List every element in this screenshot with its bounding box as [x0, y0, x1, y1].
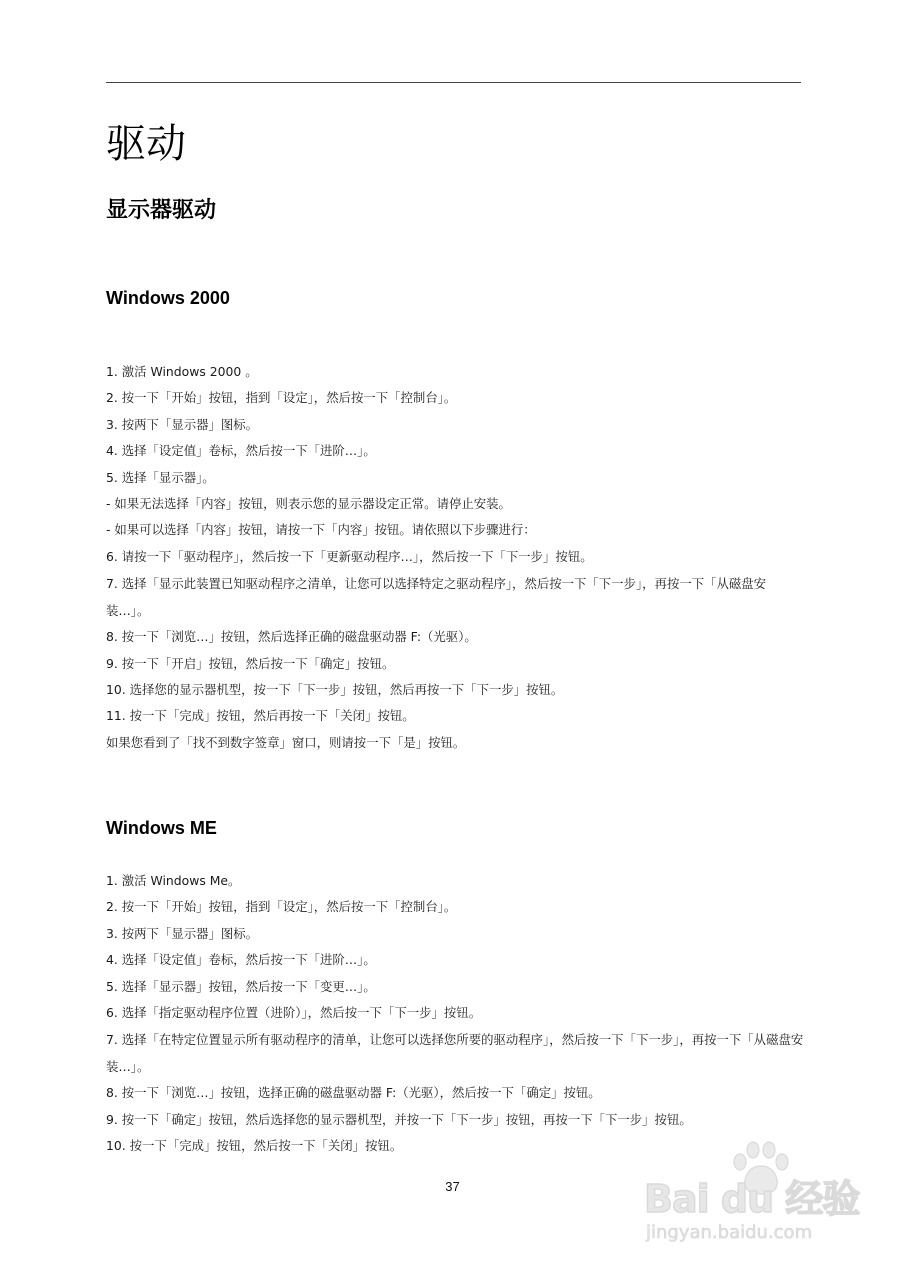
header-rule — [106, 82, 801, 83]
step-item: 2. 按一下「开始」按钮，指到「设定」，然后按一下「控制台」。 — [106, 390, 457, 406]
windows-2000-title: Windows 2000 — [106, 288, 230, 308]
step-item: 7. 选择「在特定位置显示所有驱动程序的清单，让您可以选择您所要的驱动程序」，然后按一下「下一步」，再按一下「从磁盘安装…」。 — [106, 1032, 804, 1075]
step-item: 3. 按两下「显示器」图标。 — [106, 416, 259, 432]
note-item: - 如果无法选择「内容」按钮，则表示您的显示器设定正常。请停止安装。 — [106, 496, 511, 512]
step-item: 3. 按两下「显示器」图标。 — [106, 925, 259, 941]
note-item: 如果您看到了「找不到数字签章」窗口，则请按一下「是」按钮。 — [106, 734, 466, 750]
watermark-url: jingyan.baidu.com — [646, 1222, 813, 1243]
windows-2000-steps — [106, 359, 806, 756]
watermark-logo: Bai du 经验 — [644, 1177, 860, 1221]
windows-me-section — [106, 816, 806, 1160]
windows-me-steps — [106, 868, 806, 1160]
step-item: 7. 选择「显示此装置已知驱动程序之清单，让您可以选择特定之驱动程序」，然后按一下「下一步」，再按一下「从磁盘安装…」。 — [106, 576, 767, 619]
note-item: - 如果可以选择「内容」按钮，请按一下「内容」按钮。请依照以下步骤进行： — [106, 522, 536, 538]
step-item: 6. 选择「指定驱动程序位置（进阶）」，然后按一下「下一步」按钮。 — [106, 1005, 482, 1021]
step-item: 8. 按一下「浏览…」按钮，然后选择正确的磁盘驱动器 F:（光驱）。 — [106, 629, 477, 645]
step-item: 10. 选择您的显示器机型，按一下「下一步」按钮，然后再按一下「下一步」按钮。 — [106, 682, 564, 698]
step-item: 4. 选择「设定值」卷标，然后按一下「进阶…」。 — [106, 952, 376, 968]
windows-me-title: Windows ME — [106, 818, 217, 838]
step-item: 1. 激活 Windows Me。 — [106, 873, 241, 888]
step-item: 5. 选择「显示器」按钮，然后按一下「变更…」。 — [106, 978, 376, 994]
step-item: 11. 按一下「完成」按钮，然后再按一下「关闭」按钮。 — [106, 708, 415, 724]
step-item: 6. 请按一下「驱动程序」，然后按一下「更新驱动程序…」，然后按一下「下一步」按钮。 — [106, 548, 593, 564]
step-item: 2. 按一下「开始」按钮，指到「设定」，然后按一下「控制台」。 — [106, 899, 457, 915]
page-number: 37 — [445, 1179, 460, 1194]
step-item: 5. 选择「显示器」。 — [106, 469, 215, 485]
step-item: 9. 按一下「开启」按钮，然后按一下「确定」按钮。 — [106, 655, 395, 671]
baidu-watermark — [640, 1140, 870, 1260]
step-item: 8. 按一下「浏览…」按钮，选择正确的磁盘驱动器 F:（光驱），然后按一下「确定」按钮。 — [106, 1085, 601, 1101]
step-item: 10. 按一下「完成」按钮，然后按一下「关闭」按钮。 — [106, 1138, 403, 1154]
step-item: 9. 按一下「确定」按钮，然后选择您的显示器机型，并按一下「下一步」按钮，再按一下「下一步」按钮。 — [106, 1111, 692, 1127]
windows-2000-section — [106, 286, 806, 756]
step-item: 1. 激活 Windows 2000 。 — [106, 364, 258, 379]
chapter-title: 驱动 — [106, 121, 186, 167]
step-item: 4. 选择「设定值」卷标，然后按一下「进阶…」。 — [106, 443, 376, 459]
section-title: 显示器驱动 — [106, 198, 217, 223]
